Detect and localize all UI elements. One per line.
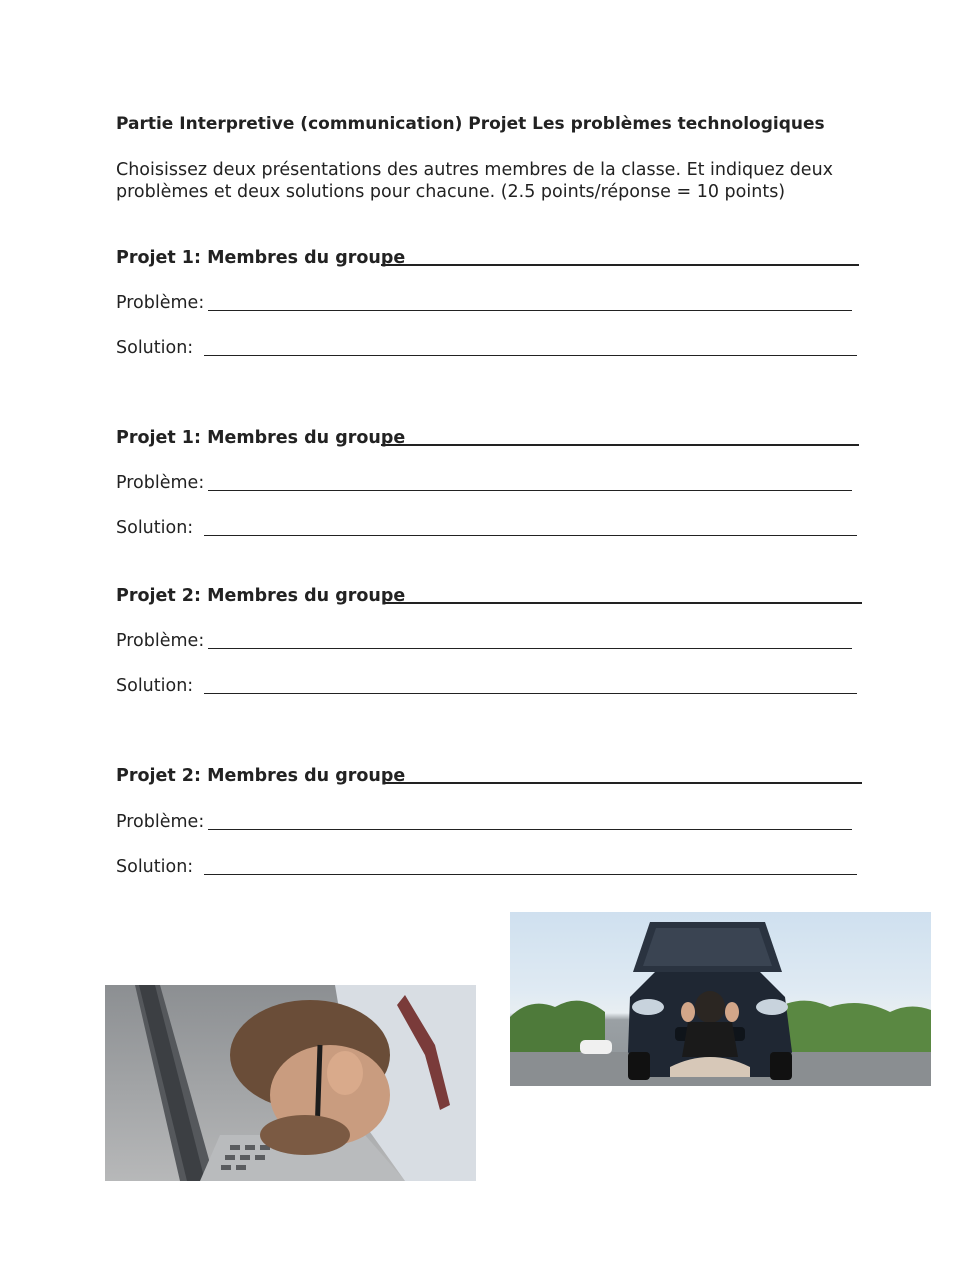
- group-members-field-3[interactable]: [384, 602, 862, 604]
- solution-label-3: Solution:: [116, 676, 194, 696]
- solution-label-4: Solution:: [116, 857, 194, 877]
- problem-field-2[interactable]: [208, 490, 852, 491]
- group-members-label-3: Projet 2: Membres du groupe: [116, 586, 406, 606]
- problem-field-3[interactable]: [208, 648, 852, 649]
- problem-label-1: Problème:: [116, 293, 205, 313]
- frustrated-laptop-photo: [105, 985, 476, 1181]
- group-members-field-1[interactable]: [381, 264, 859, 266]
- instructions-line-1: Choisissez deux présentations des autres membres de la classe. Et indiquez deux: [116, 160, 834, 180]
- solution-field-3[interactable]: [204, 693, 857, 694]
- solution-field-2[interactable]: [204, 535, 857, 536]
- broken-car-photo: [510, 912, 931, 1086]
- problem-field-4[interactable]: [208, 829, 852, 830]
- solution-field-4[interactable]: [204, 874, 857, 875]
- group-members-field-2[interactable]: [381, 444, 859, 446]
- problem-label-3: Problème:: [116, 631, 205, 651]
- problem-field-1[interactable]: [208, 310, 852, 311]
- problem-label-4: Problème:: [116, 812, 205, 832]
- group-members-label-4: Projet 2: Membres du groupe: [116, 766, 406, 786]
- instructions-line-2: problèmes et deux solutions pour chacune. (2.5 points/réponse = 10 points): [116, 182, 786, 202]
- solution-field-1[interactable]: [204, 355, 857, 356]
- group-members-label-1: Projet 1: Membres du groupe: [116, 248, 406, 268]
- solution-label-2: Solution:: [116, 518, 194, 538]
- page-title: Partie Interpretive (communication) Projet Les problèmes technologiques: [116, 114, 825, 134]
- group-members-label-2: Projet 1: Membres du groupe: [116, 428, 406, 448]
- problem-label-2: Problème:: [116, 473, 205, 493]
- instructions-text: [116, 159, 876, 203]
- solution-label-1: Solution:: [116, 338, 194, 358]
- group-members-field-4[interactable]: [384, 782, 862, 784]
